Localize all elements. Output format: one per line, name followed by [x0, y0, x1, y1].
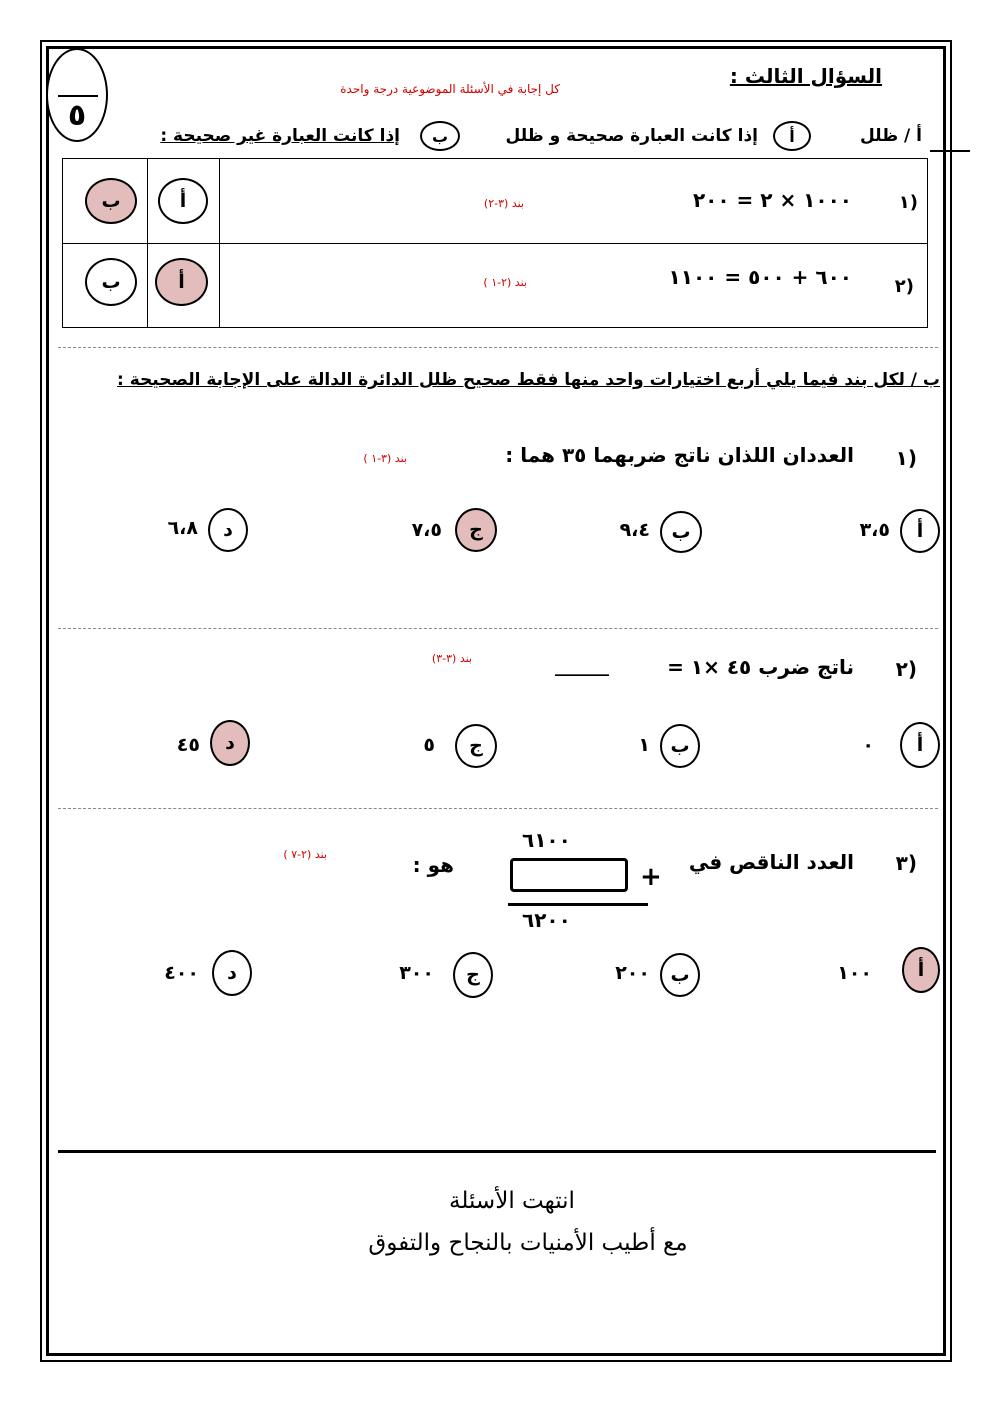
mcq-2-option-d-value: ٤٥ [176, 734, 200, 756]
tf-item-1-option-b[interactable] [85, 178, 137, 224]
choice-true-circle [773, 121, 811, 151]
mcq-1-option-a[interactable] [900, 509, 940, 553]
option-letter: د [223, 519, 233, 541]
mark-oval [46, 48, 108, 142]
choice-true-letter: أ [789, 126, 795, 146]
mcq-2-option-a-value: ٠ [862, 734, 874, 756]
option-letter: أ [916, 520, 924, 542]
addition-line [508, 903, 648, 906]
tf-item-2-number: ٢) [894, 276, 914, 297]
part-a-instruction-middle: إذا كانت العبارة صحيحة و ظلل [505, 126, 758, 146]
option-letter: ج [469, 735, 483, 757]
mcq-1-option-c[interactable] [455, 508, 497, 552]
mcq-1-number: ١) [895, 446, 917, 470]
mcq-3-text: العدد الناقص في [688, 850, 854, 874]
mcq-1-option-d-value: ٦،٨ [167, 517, 198, 539]
addition-plus: + [640, 862, 662, 892]
mcq-2-option-c-value: ٥ [423, 734, 435, 756]
mcq-2-option-a[interactable] [900, 722, 940, 768]
mcq-3-option-a[interactable] [902, 947, 940, 993]
option-letter: د [227, 962, 237, 984]
part-a-underline-ext [930, 150, 970, 152]
mcq-2-option-c[interactable] [455, 724, 497, 768]
mcq-3-option-c-value: ٣٠٠ [399, 962, 434, 984]
divider [58, 628, 938, 629]
mcq-3-suffix: هو : [412, 853, 454, 877]
tf-item-2-expression: ٦٠٠ + ٥٠٠ = ١١٠٠ [668, 265, 852, 289]
option-letter: أ [917, 959, 925, 981]
mcq-1-option-b[interactable] [660, 511, 702, 553]
mcq-1-text: العددان اللذان ناتج ضربهما ٣٥ هما : [505, 443, 854, 467]
option-letter: ج [469, 519, 483, 541]
mcq-3-number: ٣) [895, 851, 917, 875]
option-letter: ب [671, 521, 691, 543]
mcq-2-option-d[interactable] [210, 720, 250, 766]
option-letter: ب [670, 735, 690, 757]
table-col-divider-1 [147, 159, 148, 327]
tf-item-1-ref: بند (٣-٢) [483, 197, 524, 210]
mcq-3-option-a-value: ١٠٠ [837, 962, 872, 984]
mcq-1-option-a-value: ٣،٥ [859, 519, 890, 541]
mcq-3-option-d-value: ٤٠٠ [164, 962, 199, 984]
footer-line-2: مع أطيب الأمنيات بالنجاح والتفوق [368, 1230, 688, 1256]
addition-result: ٦٢٠٠ [522, 908, 571, 932]
mcq-3-option-d[interactable] [212, 950, 252, 996]
mark-value: ٥ [67, 98, 87, 133]
mcq-3-ref: بند (٢-٧ ) [283, 848, 327, 861]
mcq-2-blank: ______ [555, 656, 609, 677]
choice-false-letter: ب [431, 126, 449, 146]
mcq-2-ref: بند (٣-٣) [431, 652, 472, 665]
option-letter: ب [101, 271, 121, 293]
mcq-2-option-b[interactable] [660, 724, 700, 768]
part-a-instruction-prefix: أ / ظلل [860, 126, 922, 146]
tf-item-2-option-a[interactable] [155, 258, 208, 306]
option-letter: ج [466, 964, 480, 986]
mcq-2-option-b-value: ١ [638, 734, 650, 756]
tf-item-1-number: ١) [898, 192, 918, 213]
option-letter: أ [916, 734, 924, 756]
part-a-instruction-suffix: إذا كانت العبارة غير صحيحة : [160, 126, 400, 146]
option-letter: أ [178, 271, 185, 293]
table-col-divider-2 [219, 159, 220, 327]
tf-item-2-option-b[interactable] [85, 258, 137, 306]
footer-line-1: انتهت الأسئلة [449, 1188, 575, 1214]
footer-rule [58, 1150, 936, 1153]
mcq-2-text: ناتج ضرب ٤٥ ×١ = [667, 655, 854, 679]
divider [58, 808, 938, 809]
mcq-3-option-b[interactable] [660, 953, 700, 997]
grading-note: كل إجابة في الأسئلة الموضوعية درجة واحدة [340, 82, 560, 96]
tf-item-1-expression: ١٠٠٠ × ٢ = ٢٠٠ [692, 188, 852, 212]
tf-item-2-ref: بند (٢-١ ) [483, 276, 527, 289]
mcq-2-number: ٢) [895, 657, 917, 681]
question-title: السؤال الثالث : [729, 64, 882, 88]
divider [58, 347, 938, 348]
mcq-3-option-c[interactable] [453, 952, 493, 998]
option-letter: ب [101, 190, 121, 212]
addition-top-number: ٦١٠٠ [522, 828, 571, 852]
mcq-1-option-d[interactable] [208, 508, 248, 552]
mcq-1-option-b-value: ٩،٤ [619, 519, 650, 541]
tf-item-1-option-a[interactable] [158, 178, 208, 224]
mcq-1-option-c-value: ٧،٥ [411, 519, 442, 541]
missing-number-box [510, 858, 628, 892]
mark-line [58, 95, 98, 97]
choice-false-circle [420, 121, 460, 151]
mcq-3-option-b-value: ٢٠٠ [615, 962, 650, 984]
option-letter: أ [179, 190, 187, 212]
option-letter: ب [670, 964, 690, 986]
option-letter: د [225, 732, 235, 754]
mcq-1-ref: بند (٣-١ ) [363, 452, 407, 465]
part-b-instruction: ب / لكل بند فيما يلي أربع اختيارات واحد منها فقط صحيح ظلل الدائرة الدالة على الإجابة الصحيحة : [116, 370, 940, 390]
table-row-divider [63, 243, 927, 244]
